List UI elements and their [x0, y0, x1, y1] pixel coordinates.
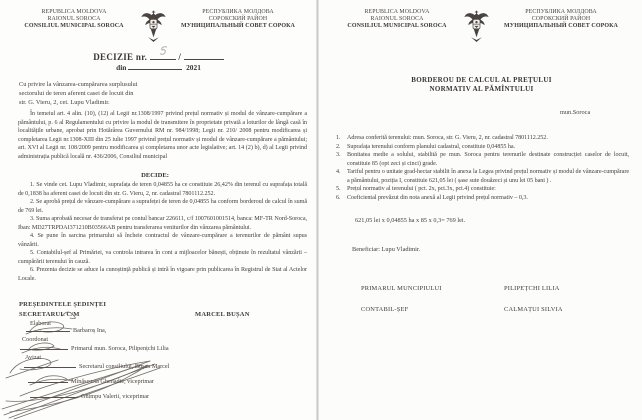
accountant-title: CONTABIL-ȘEF: [361, 306, 409, 313]
avizat-label: Avizat: [25, 354, 42, 361]
item-number: 2.: [336, 143, 341, 150]
viceprimar2-row: [30, 392, 149, 400]
moldova-coat-of-arms-icon: [463, 10, 490, 43]
letterhead-russian: [497, 9, 625, 31]
borderou-items: [336, 134, 629, 202]
decision-subject: [19, 81, 138, 108]
borderou-item: [336, 143, 629, 152]
letterhead-russian: [174, 9, 302, 31]
signature-line: [24, 362, 76, 368]
item-number: 6.: [336, 194, 341, 201]
borderou-title-line: NORMATIV AL PĂMÎNTULUI: [429, 85, 534, 94]
page-borderou: [321, 0, 642, 420]
signature-line: [28, 377, 68, 383]
letterhead-line: СОРОКСКИЙ РАЙОН: [208, 16, 268, 23]
subject-line: str. G. Vieru, 2, cet. Lupu Vladimir.: [19, 98, 110, 106]
letterhead-line: РЕСПУБЛИКА МОЛДОВА: [525, 9, 597, 15]
decision-item: 4. Se pune în sarcina primarului să încheie contractul de vânzare-cumpărare a terenurilor de pământ supus vânzării.: [18, 233, 307, 248]
borderou-location: mun.Soroca: [560, 109, 591, 116]
decision-date-blank: [184, 53, 224, 60]
letterhead-line: RAIONUL SOROCA: [47, 16, 101, 23]
letterhead-left: [0, 9, 317, 43]
legal-preamble: În temeiul art. 4 alin. (10), (12) al Legii nr.1308/1997 privind prețul normativ și modul de vânzare-cumpărare a pământului, p. 6 al Regulamentului cu privire la modul de transmitere în proprietate privată a loturilor de lângă casă în localitățile urbane, aprobat prin Hotărârea Guvernului RM nr. 984/1998; Legii nr. 210/ 2008 pentru modificarea și completarea Legii nr.1308-XIII din 25 iulie 1997 privind prețul normativ și modul de vânzare-cumpărare a pământului; art. XVI al Legii nr. 108/2009 pentru modificarea și completarea unor acte legislative; art. 14 (2) b), d) al Legii privind administrația publică locală nr. 436/2006, Consiliul municipal: [18, 111, 307, 160]
coordonat-row: [20, 344, 169, 352]
borderou-item: [336, 185, 629, 194]
item-text: Suprafața terenului conform planului cadastral, constituie 0,04855 ha.: [347, 143, 516, 150]
decision-title: [0, 52, 317, 62]
subject-line: Cu privire la vânzarea-cumpărarea surplusului: [19, 81, 138, 88]
price-formula: 621,05 lei x 0,04855 ha x 85 x 0,3= 769 lei.: [355, 217, 466, 224]
accountant-name: CALMAȚUI SILVIA: [504, 306, 563, 313]
letterhead-romanian: [338, 9, 456, 31]
letterhead-line: REPUBLICA MOLDOVA: [364, 9, 430, 15]
borderou-item: [336, 168, 629, 185]
elaborat-row: [26, 326, 106, 334]
item-text: Adresa conferită terenului: mun. Soroca, str. G. Vieru, 2, nr. cadastral 7801112.252.: [347, 135, 548, 141]
avizat-name: Secretarul consiliului, Bușan Marcel: [79, 363, 170, 370]
page-divider: [316, 0, 319, 420]
mayor-signature-row: [361, 285, 611, 292]
item-number: 1.: [336, 135, 341, 141]
borderou-title-line: BORDEROU DE CALCUL AL PREȚULUI: [411, 76, 552, 84]
moldova-coat-of-arms-icon: [140, 10, 167, 43]
decision-year: 2021: [186, 63, 201, 72]
mayor-title: PRIMARUL MUNCIPIULUI: [361, 285, 442, 292]
decide-heading: DECIDE:: [141, 172, 169, 179]
president-label: PREȘEDINTELE ȘEDINȚEI: [19, 301, 107, 308]
elaborat-name: Barbaroș Ina,: [73, 327, 107, 334]
item-number: 4.: [336, 169, 341, 176]
letterhead-line: РЕСПУБЛИКА МОЛДОВА: [202, 9, 274, 15]
beneficiary-line: Beneficiar: Lupu Vladimir.: [352, 246, 421, 253]
borderou-item: [336, 151, 629, 168]
decision-title-slash: /: [178, 52, 182, 62]
page-decizie: [0, 0, 317, 420]
item-number: 3.: [336, 152, 341, 159]
letterhead-line: CONSILIUL MUNICIPAL SOROCA: [24, 23, 124, 30]
decision-item: 6. Prezenta decizie se aduce la cunoștință publică și intră în vigoare prin publicarea în Registrul de Stat al Actelor Locale.: [18, 267, 307, 283]
letterhead-line: RAIONUL SOROCA: [370, 16, 424, 23]
decision-item: 3. Suma aprobată necesar de transferat pe contul bancar 226611, c/f 1007601001514, banca: MF-TR Nord-Soroca, Iban: MD27TRPDAI371210B03566AB pentru transferarea veniturilor din vânzarea pământului.: [18, 216, 307, 231]
item-text: Coeficiental prevăzut din nota anexă al Legii privind prețul normativ – 0,3.: [347, 194, 528, 201]
decision-item: 1. Se vinde cet. Lupu Vladimir, suprafața de teren 0,04855 ha ce constituie 26,42% din terenul cu suprafața totală de 0,1838 ha aferent casei de locuit din str. G. Vieru, 2, nr. cadastral 7801112.252.: [18, 182, 307, 197]
signature-line: [20, 344, 68, 350]
item-number: 5.: [336, 186, 341, 193]
borderou-title: [321, 76, 642, 94]
item-text: Bonitatea medie a solului, stabilită pe mun. Soroca pentru terenurile destinate construcției caselor de locuit, constituie 85 (opt zeci și cinci) grade.: [347, 152, 629, 167]
coordonat-name: Primarul mun. Soroca, Pilipențchi Lilia: [71, 345, 169, 352]
din-label: din: [116, 63, 127, 72]
borderou-item: [336, 134, 629, 143]
subject-line: sectorului de teren aferent casei de locuit din: [19, 89, 134, 97]
viceprimar1-row: [28, 377, 154, 385]
decision-date-line: [0, 63, 317, 72]
decision-items: [18, 181, 307, 284]
accountant-signature-row: [361, 306, 611, 313]
letterhead-line: МУНИЦИПАЛЬНЫЙ СОВЕТ СОРОКА: [181, 23, 295, 30]
handwritten-number-mark: [158, 46, 170, 58]
letterhead-line: СОРОКСКИЙ РАЙОН: [531, 16, 591, 23]
viceprimar1-name: Mînăscurtă Ghenadie, viceprimar: [71, 378, 154, 385]
secretary-label: SECRETARUL C/M: [19, 311, 80, 318]
letterhead-line: МУНИЦИПАЛЬНЫЙ СОВЕТ СОРОКА: [504, 23, 618, 30]
mayor-name: PILIPEȚCHI LILIA: [504, 285, 560, 292]
signature-line: [30, 392, 78, 398]
letterhead-romanian: [15, 9, 133, 31]
viceprimar2-name: Ghimpu Valerii, viceprimar: [81, 393, 150, 400]
item-text: Prețul normativ al terenului ( pct. 2x, pct.3x, pct.4) constituie:: [347, 186, 496, 193]
borderou-item: [336, 194, 629, 203]
coordonat-label: Coordonat: [22, 336, 49, 343]
decision-item: 2. Se aprobă prețul de vânzare-cumpărare a suprafeței de teren de 0,04855 ha conform borderoul de calcul în sumă de 769 lei.: [18, 199, 307, 214]
letterhead-line: CONSILIUL MUNICIPAL SOROCA: [347, 23, 447, 30]
signature-line: [26, 326, 70, 332]
president-name: MARCEL BUȘAN: [195, 311, 250, 318]
decision-day-blank: [128, 63, 182, 70]
decision-number-blank: [150, 53, 176, 60]
decision-item: 5. Contabilul-șef al Primăriei, va controla intrarea în cont a mijloacelor bănești, obținute în rezultatul vânzării – cumpărării terenului în cauză.: [18, 250, 307, 265]
letterhead-line: REPUBLICA MOLDOVA: [41, 9, 107, 15]
item-text: Tariful pentru o unitate grad-hectar stabilit în anexa la Legea privind prețul normativ și modul de vânzare-cumpărare a pământului, poziția I, constituie 621,05 lei ( șase sute douăzeci și unu lei 05 bani ) .: [347, 169, 629, 184]
letterhead-right: [321, 9, 642, 43]
decision-title-label: DECIZIE nr.: [93, 52, 148, 62]
avizat-row: [24, 362, 169, 370]
elaborat-label: Elaborat: [30, 320, 51, 327]
